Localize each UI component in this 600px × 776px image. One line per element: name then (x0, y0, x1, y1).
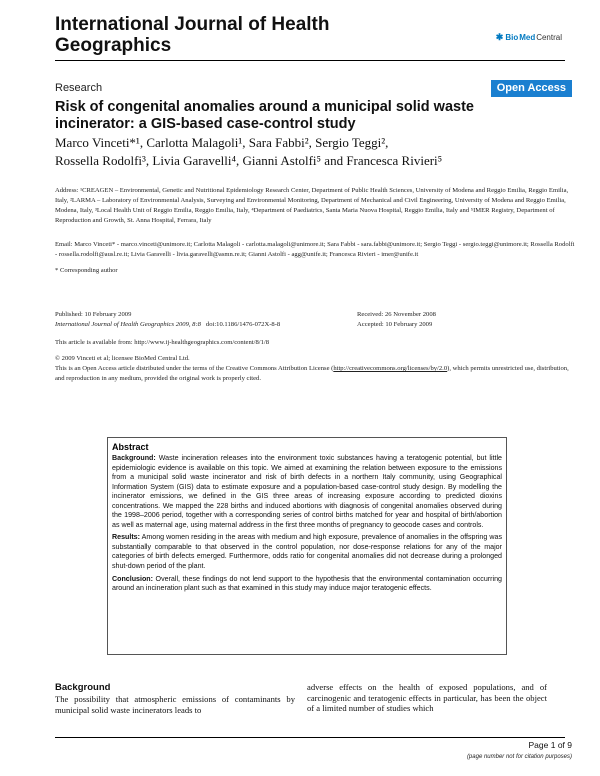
abstract-conclusion-label: Conclusion: (112, 574, 153, 583)
body-text-right: adverse effects on the health of exposed populations, and of carcinogenic and teratogenic effects in particular, has been the object of a limited number of studies which (307, 682, 547, 714)
review-dates (357, 310, 557, 330)
abstract-box (107, 437, 507, 655)
body-column-left (55, 682, 295, 715)
abstract-background (112, 454, 502, 530)
logo-bio: Bio (505, 33, 519, 42)
accepted-date: Accepted: 10 February 2009 (357, 321, 433, 328)
publication-info (55, 310, 355, 330)
abstract-conclusion (112, 575, 502, 594)
doi[interactable]: doi:10.1186/1476-072X-8-8 (205, 321, 281, 328)
body-text-left: The possibility that atmospheric emissions of contaminants by municipal solid waste incinerators leads to (55, 694, 295, 715)
published-date: Published: 10 February 2009 (55, 311, 132, 318)
author-line1: Marco Vinceti*¹, Carlotta Malagoli¹, Sara Fabbi², Sergio Teggi², (55, 135, 389, 150)
page-number: Page 1 of 9 (528, 740, 572, 750)
journal-title-line1: International Journal of Health (55, 14, 330, 35)
license-post: ), which permits unrestricted use, distribution, and reproduction in any medium, provided the original work is properly cited. (55, 365, 569, 382)
logo-central: Central (536, 33, 562, 42)
article-type: Research (55, 82, 103, 94)
bmc-star-icon: ✱ (495, 32, 504, 42)
received-date: Received: 26 November 2008 (357, 311, 436, 318)
corresponding-author-note: * Corresponding author (55, 267, 118, 274)
paper-title-line1: Risk of congenital anomalies around a municipal solid waste (55, 99, 474, 115)
author-emails[interactable]: Email: Marco Vinceti* - marco.vinceti@unimore.it; Carlotta Malagoli - carlotta.malagoli@unimore.it; Sara Fabbi - sara.fabbi@unimore.it; Sergio Teggi - sergio.teggi@unimore.it; Rossella Rodolfi - rossella.rodolfi@ausl.re.it; Livia Garavelli - livia.garavelli@asmn.re.it; Gianni Astolfi - agg@unife.it; Francesca Rivieri - imer@unife.it (55, 241, 575, 258)
abstract-results-label: Results: (112, 533, 140, 542)
article-url[interactable]: This article is available from: http://www.ij-healthgeographics.com/content/8/1/8 (55, 339, 269, 346)
paper-title (55, 99, 555, 133)
paper-title-line2: incinerator: a GIS-based case-control study (55, 116, 356, 132)
abstract-heading: Abstract (112, 442, 149, 452)
abstract-background-text: Waste incineration releases into the environment toxic substances having a teratogenic potential, but little epidemiologic evidence is available on this topic. We aimed at examining the relation between exposure to the emissions from a municipal solid waste incinerator and risk of birth defects in a northern Italy community, using Geographical Information System (GIS) data to estimate exposure and a population-based case-control study design. By modelling the incinerator emissions, we defined in the GIS three areas of increasing exposure according to predicted dioxins concentrations. We mapped the 228 births and induced abortions with diagnosis of congenital anomalies observed during the 1998–2006 period, together with a corresponding series of control births matched for year and hospital of birth/abortion as well as maternal age, using maternal address in the first three months of pregnancy to geocode cases and controls. (112, 454, 502, 529)
background-heading: Background (55, 682, 111, 693)
citation-line (55, 320, 355, 330)
footer-rule (55, 737, 565, 738)
author-line2: Rossella Rodolfi³, Livia Garavelli⁴, Gianni Astolfi⁵ and Francesca Rivieri⁵ (55, 153, 443, 168)
copyright-block (55, 354, 575, 384)
license-text (55, 364, 575, 384)
biomed-central-logo[interactable] (496, 32, 562, 43)
journal-title-line2: Geographics (55, 35, 172, 56)
logo-med: Med (519, 33, 536, 42)
page-number-note: (page number not for citation purposes) (466, 754, 572, 760)
citation: International Journal of Health Geographics 2009, 8:8 (55, 321, 201, 328)
abstract-results-text: Among women residing in the areas with medium and high exposure, prevalence of anomalies in the offspring was substantially comparable to that observed in the control population, nor dose-response relations for any of the major categories of birth defects emerged. Furthermore, odds ratio for congenital anomalies did not decrease during a prolonged shut-down period of the plant. (112, 533, 502, 571)
author-affiliations: Address: ¹CREAGEN – Environmental, Genetic and Nutritional Epidemiology Research Center, Department of Public Health Sciences, University of Modena and Reggio Emilia, Reggio Emilia, Italy, ²LARMA – Laboratory of Environmental Analysis, Surveying and Environmental Monitoring, Department of Mechanical and Civil Engineering, University of Modena and Reggio Emilia, Modena, Italy, ³Local Health Unit of Reggio Emilia, Reggio Emilia, Italy, ⁴Department of Paediatrics, Santa Maria Nuova Hospital, Reggio Emilia, Italy and ⁵IMER Registry, Department of Reproduction and Growth, St. Anna Hospital, Ferrara, Italy (55, 187, 569, 224)
abstract-conclusion-text: Overall, these findings do not lend support to the hypothesis that the environmental contamination occurring around an incineration plant such as that examined in this study may induce major teratogenic effects. (112, 574, 502, 593)
license-link[interactable]: http://creativecommons.org/licenses/by/2.0 (333, 365, 448, 372)
header-rule (55, 60, 565, 61)
author-list (55, 134, 575, 170)
copyright-line: © 2009 Vinceti et al; licensee BioMed Central Ltd. (55, 355, 190, 362)
journal-title (55, 14, 455, 56)
open-access-badge[interactable]: Open Access (491, 80, 572, 97)
abstract-background-label: Background: (112, 454, 156, 462)
body-column-right (307, 682, 547, 714)
abstract-results (112, 533, 502, 571)
license-pre: This is an Open Access article distributed under the terms of the Creative Commons Attribution License ( (55, 365, 334, 372)
